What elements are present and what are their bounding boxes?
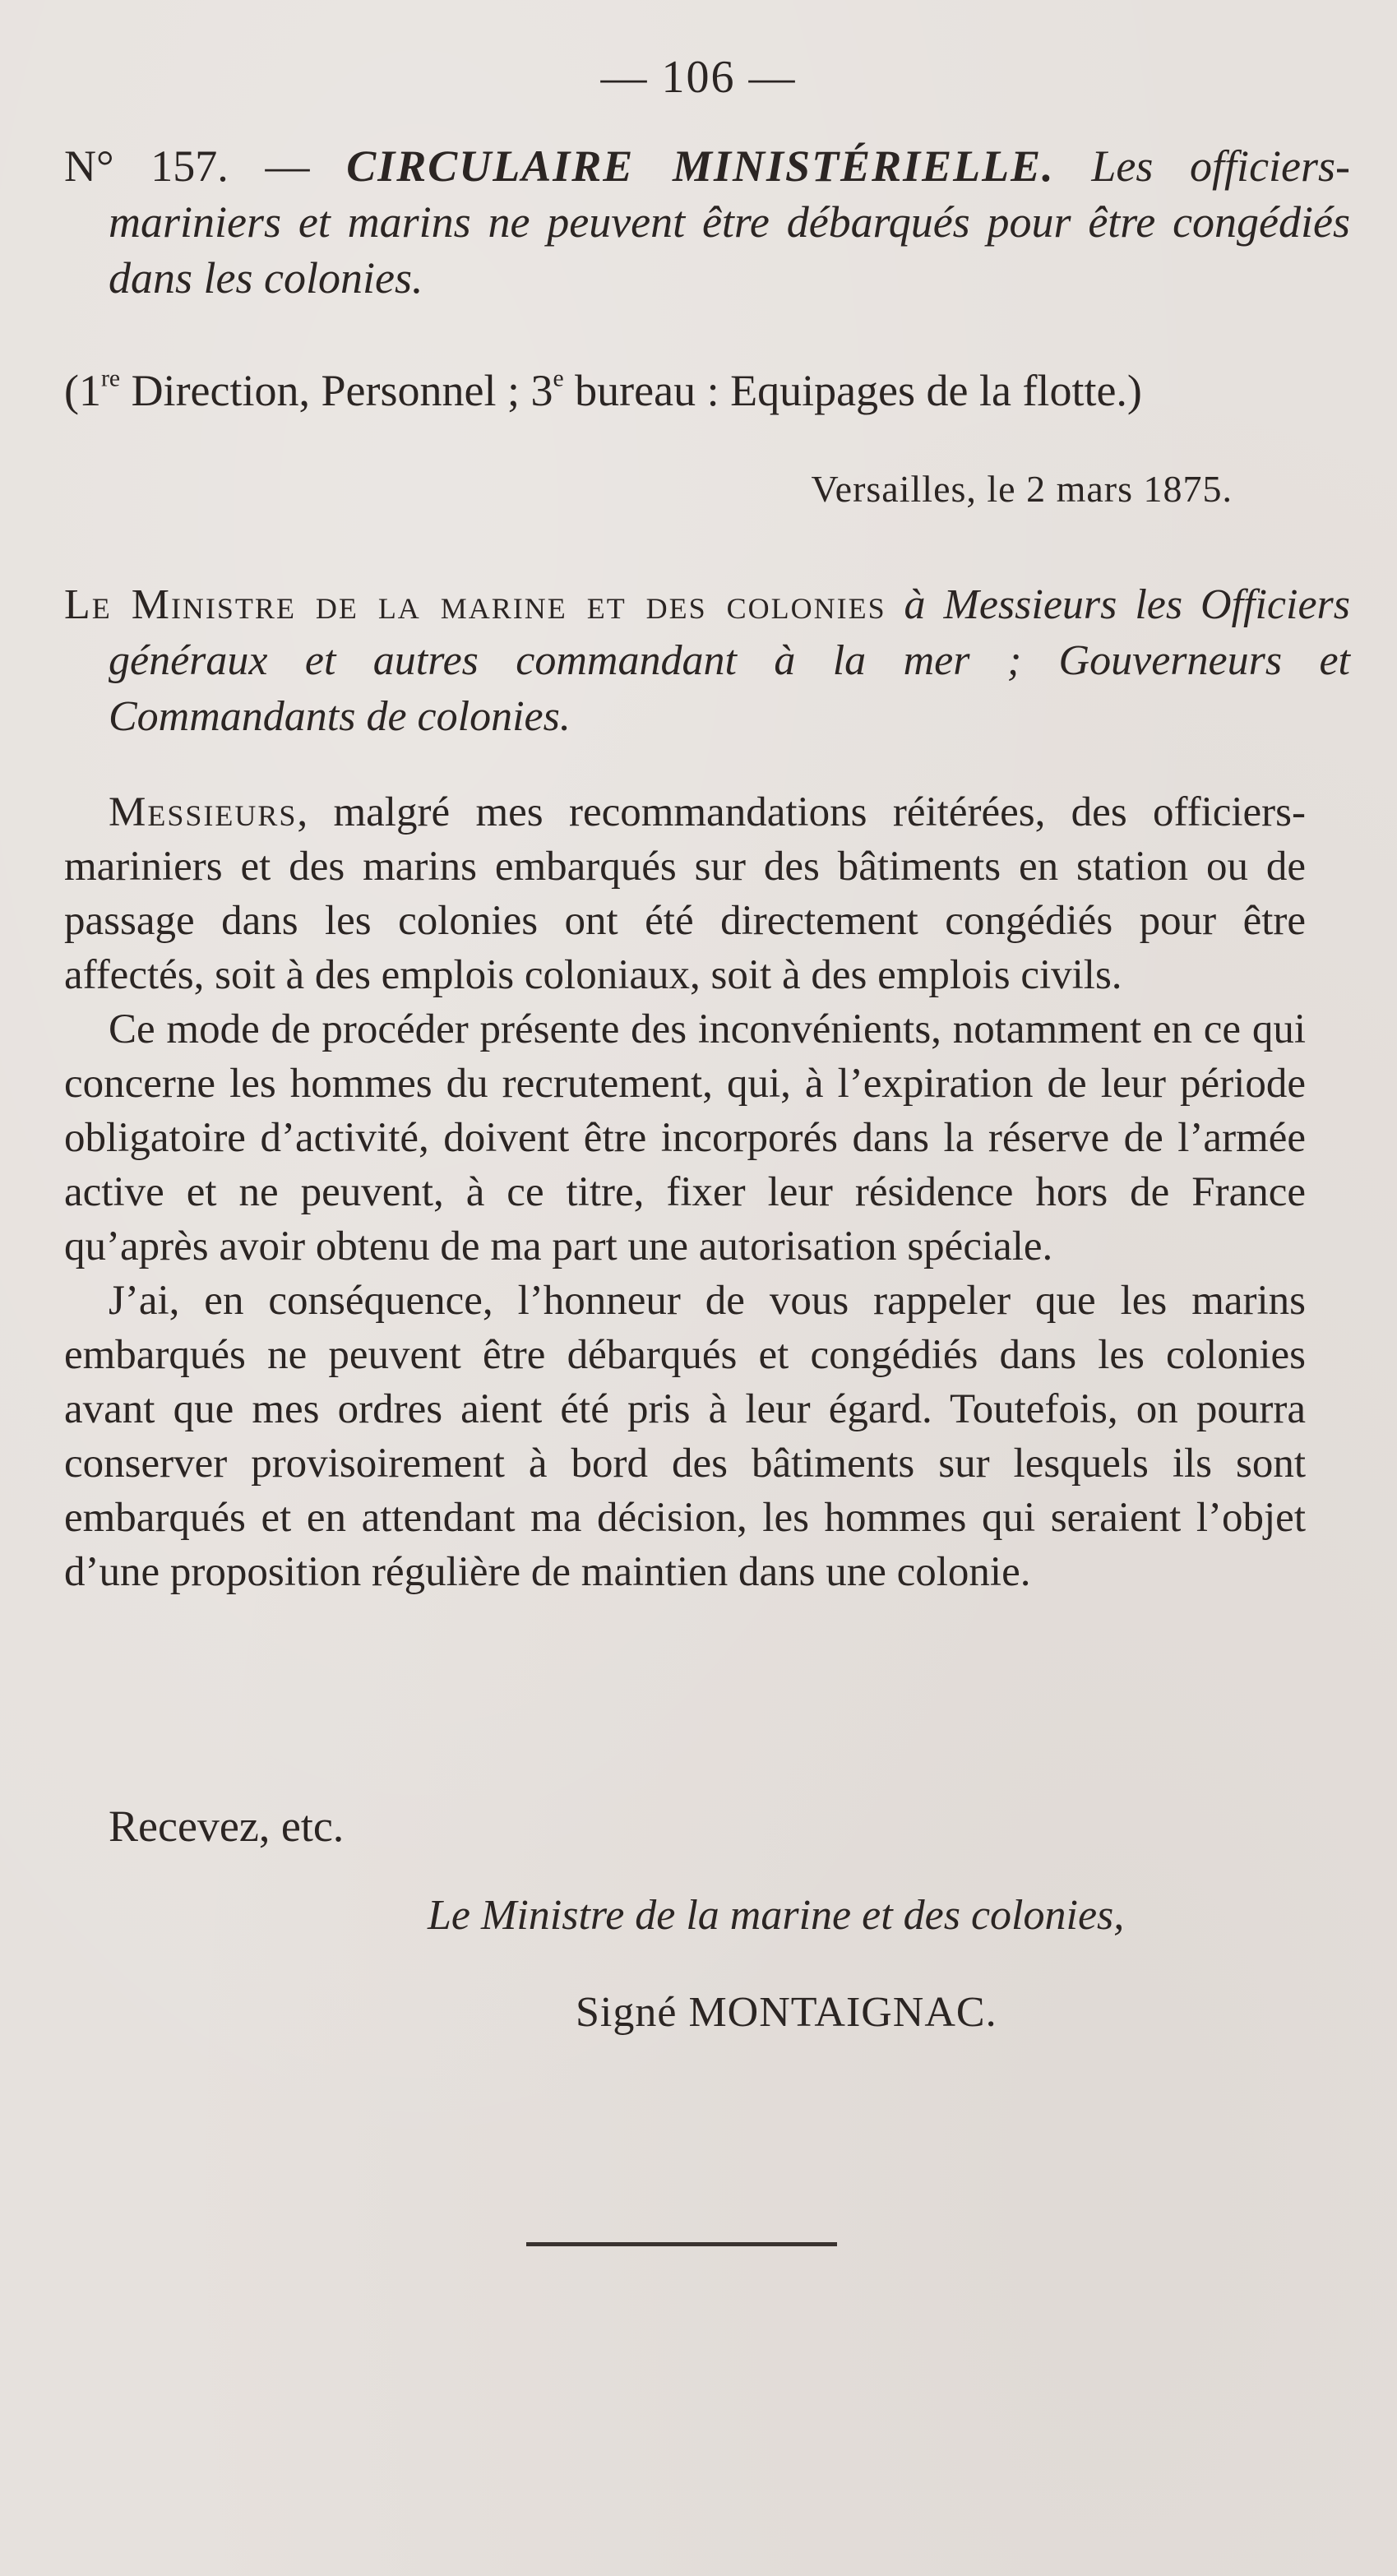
place-and-date: Versailles, le 2 mars 1875. [811,468,1233,510]
paragraph-2: Ce mode de procéder présente des inconvénients, notamment en ce qui concerne les hommes du recrutement, qui, à l’expiration de leur période obligatoire d’activité, doivent être incorporés dans la réserve de l’armée active et ne peuvent, à ce titre, fixer leur résidence hors de France qu’après avoir obtenu de ma part une autorisation spéciale. [64,1006,1306,1270]
closing-formula: Recevez, etc. [109,1801,345,1851]
circular-title: CIRCULAIRE MINISTÉRIELLE. [346,141,1055,191]
circular-subject: Les officiers-mariniers et marins ne peuvent être débarqués pour être congédiés dans les colonies. [109,141,1351,303]
sender: Le Ministre de la marine et des colonies [64,581,886,628]
signature-name: Signé MONTAIGNAC. [576,1989,997,2036]
address-block [64,577,1350,745]
direction-line: (1re Direction, Personnel ; 3e bureau : Equipages de la flotte.) [64,365,1142,415]
recipients: à Messieurs les Officiers généraux et autres commandant à la mer ; Gouverneurs et Commandants de colonies. [109,581,1351,740]
circular-number: N° 157. [64,141,229,191]
salutation: Messieurs [109,789,298,835]
letter-body [64,785,1306,1599]
paragraph-3: J’ai, en conséquence, l’honneur de vous rappeler que les marins embarqués ne peuvent être débarqués et congédiés dans les colonies avant que mes ordres aient été pris à leur égard. Toutefois, on pourra conserver provisoirement à bord des bâtiments sur lesquels ils sont embarqués et en attendant ma décision, les hommes qui seraient l’objet d’une proposition régulière de maintien dans une colonie. [64,1278,1306,1595]
page-number: — 106 — [600,52,797,103]
heading-dash: — [228,141,347,191]
signature-title: Le Ministre de la marine et des colonies, [428,1892,1125,1939]
circular-heading [64,138,1350,306]
end-rule-divider [526,2242,837,2246]
paragraph-1: Messieurs, malgré mes recommandations réitérées, des officiers-mariniers et des marins embarqués sur des bâtiments en station ou de passage dans les colonies ont été directement congédiés pour être affectés, soit à des emplois coloniaux, soit à des emplois civils. [64,789,1306,998]
